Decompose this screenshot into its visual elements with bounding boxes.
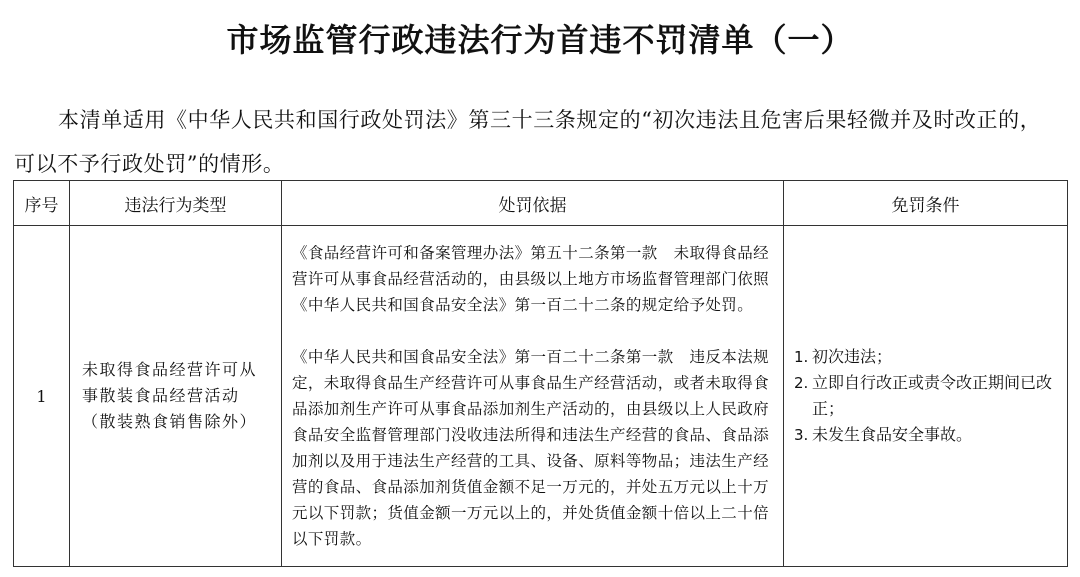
- header-violation-type: 违法行为类型: [70, 181, 282, 226]
- penalty-basis: [282, 226, 784, 567]
- condition-item: [794, 370, 1057, 422]
- table-row: [14, 226, 1068, 567]
- table-header-row: [14, 181, 1068, 226]
- condition-number: 1.: [794, 348, 809, 366]
- condition-text: 未发生食品安全事故。: [812, 425, 973, 444]
- condition-item: [794, 422, 1057, 448]
- condition-text: 立即自行改正或责令改正期间已改正；: [812, 373, 1053, 418]
- row-number: 1: [14, 226, 70, 567]
- condition-number: 2.: [794, 374, 809, 392]
- condition-number: 3.: [794, 426, 809, 444]
- violation-type: 未取得食品经营许可从事散装食品经营活动（散装熟食销售除外）: [70, 226, 282, 567]
- document-title: 市场监管行政违法行为首违不罚清单（一）: [226, 21, 854, 59]
- penalty-basis-paragraph-1: 《食品经营许可和备案管理办法》第五十二条第一款 未取得食品经营许可从事食品经营活动的，由县级以上地方市场监督管理部门依照《中华人民共和国食品安全法》第一百二十二条的规定给予处罚。: [292, 244, 770, 314]
- condition-text: 初次违法；: [812, 347, 893, 366]
- header-penalty-basis: 处罚依据: [282, 181, 784, 226]
- condition-item: [794, 344, 1057, 370]
- paragraph-gap: [292, 318, 773, 344]
- intro-paragraph: 本清单适用《中华人民共和国行政处罚法》第三十三条规定的“初次违法且危害后果轻微并及时改正的，可以不予行政处罚”的情形。: [14, 108, 1042, 176]
- penalty-basis-paragraph-2: 《中华人民共和国食品安全法》第一百二十二条第一款 违反本法规定，未取得食品生产经营许可从事食品生产经营活动，或者未取得食品添加剂生产许可从事食品添加剂生产活动的，由县级以上人民政府食品安全监督管理部门没收违法所得和违法生产经营的食品、食品添加剂以及用于违法生产经营的工具、设备、原料等物品；违法生产经营的食品、食品添加剂货值金额不足一万元的，并处五万元以上十万元以下罚款；货值金额一万元以上的，并处货值金额十倍以上二十倍以下罚款。: [292, 348, 770, 548]
- exemption-conditions: [784, 226, 1068, 567]
- condition-list: [794, 344, 1057, 448]
- violation-list-table: [13, 180, 1068, 567]
- header-no: 序号: [14, 181, 70, 226]
- header-exemption-condition: 免罚条件: [784, 181, 1068, 226]
